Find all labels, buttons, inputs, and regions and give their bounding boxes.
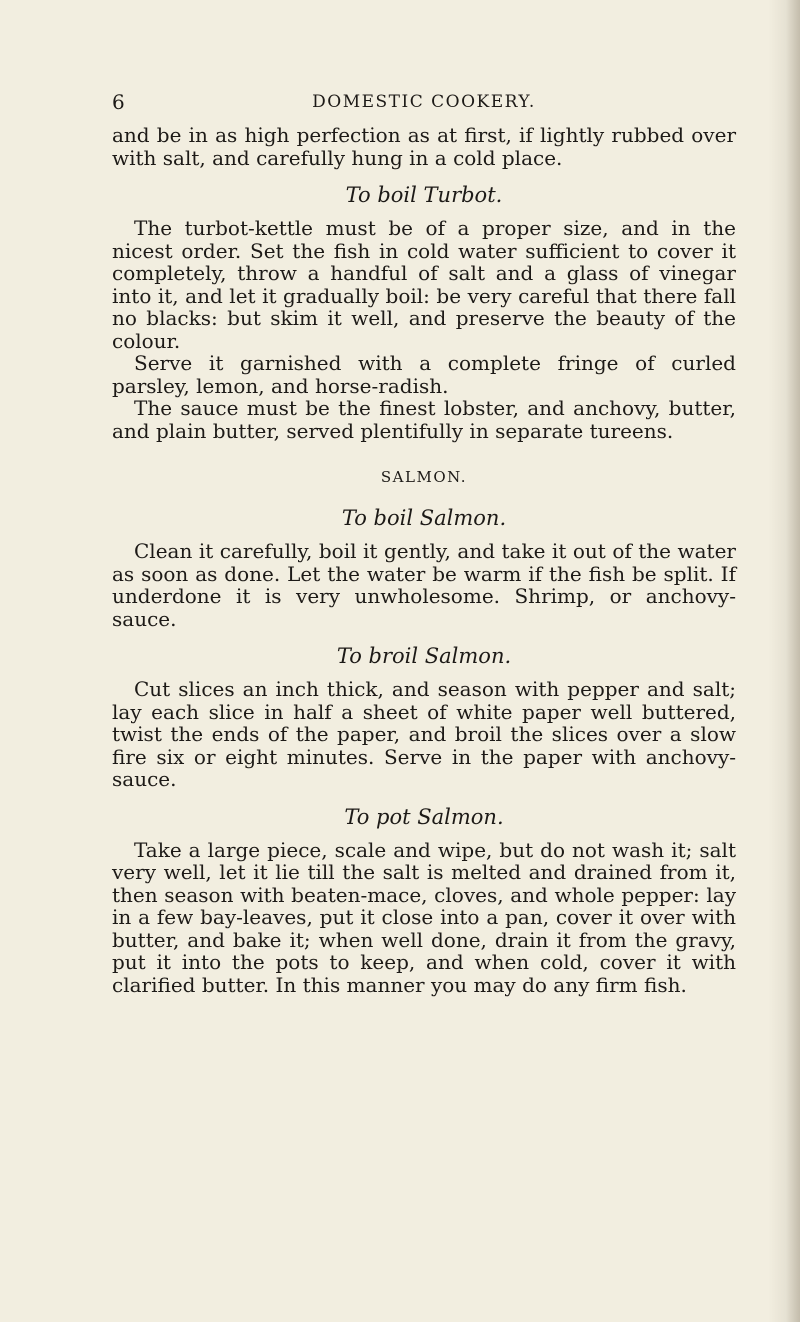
turbot-paragraph-2: Serve it garnished with a complete fringe of curled parsley, lemon, and horse-radish. — [112, 351, 736, 398]
section-heading-salmon: SALMON. — [380, 468, 468, 486]
turbot-paragraph-3: The sauce must be the finest lobster, and anchovy, butter, and plain butter, served plentifully in separate tureens. — [112, 396, 736, 443]
broil-salmon-paragraph: Cut slices an inch thick, and season with pepper and salt; lay each slice in half a sheet of white paper well buttered, twist the ends of the paper, and broil the slices over a slow fire six or eight minutes. Serve in the paper with anchovy-sauce. — [112, 677, 736, 791]
pot-salmon-paragraph: Take a large piece, scale and wipe, but do not wash it; salt very well, let it lie till the salt is melted and drained from it, then season with beaten-mace, cloves, and whole pepper: lay in a few bay-leaves, put it close into a pan, cover it over with butter, and bake it; when well done, drain it from the gravy, put it into the pots to keep, and when cold, cover it with clarified butter. In this manner you may do any firm fish. — [112, 837, 736, 997]
page-number: 6 — [112, 90, 125, 114]
recipe-title-pot-salmon: To pot Salmon. — [344, 804, 504, 829]
page-text-block — [112, 80, 736, 996]
page-edge-shadow — [786, 0, 800, 1322]
recipe-title-broil-salmon: To broil Salmon. — [336, 644, 512, 668]
recipe-title-boil-turbot: To boil Turbot. — [345, 183, 503, 207]
continuation-paragraph: and be in as high perfection as at first, if lightly rubbed over with salt, and carefully hung in a cold place. — [112, 123, 736, 170]
page-header — [112, 80, 736, 124]
running-head: DOMESTIC COOKERY. — [312, 92, 536, 112]
recipe-title-boil-salmon: To boil Salmon. — [341, 506, 507, 530]
boil-salmon-paragraph: Clean it carefully, boil it gently, and take it out of the water as soon as done. Let the water be warm if the fish be split. If underdone it is very unwholesome. Shrimp, or anchovy-sauce. — [112, 539, 736, 631]
turbot-paragraph-1: The turbot-kettle must be of a proper size, and in the nicest order. Set the fish in cold water sufficient to cover it completely, throw a handful of salt and a glass of vinegar into it, and let it gradually boil: be very careful that there fall no blacks: but skim it well, and preserve the beauty of the colour. — [112, 216, 736, 353]
